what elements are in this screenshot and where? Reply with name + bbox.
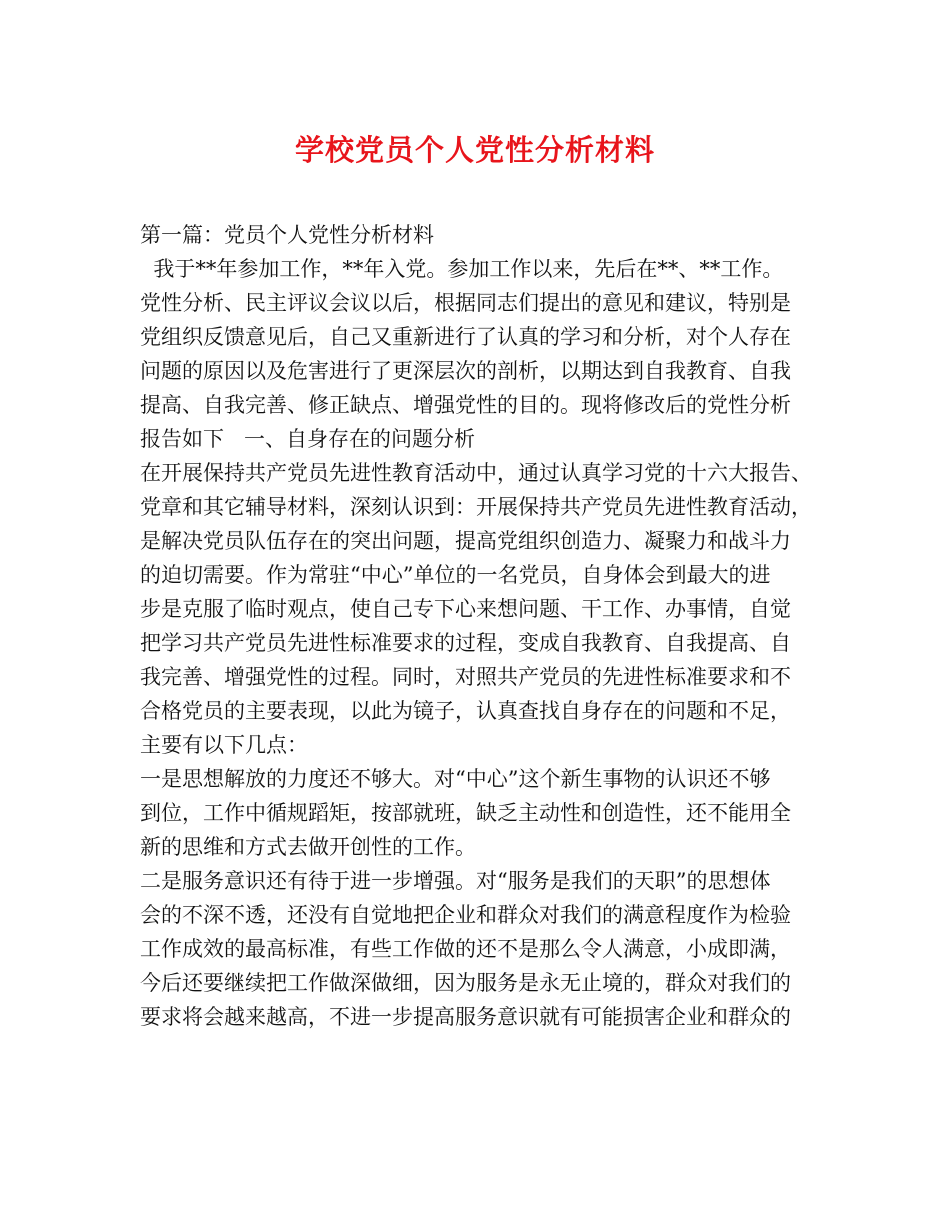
body-line: 步是克服了临时观点，使自己专下心来想问题、干工作、办事情，自觉 <box>140 597 791 621</box>
body-line: 主要有以下几点： <box>140 733 308 757</box>
body-line: 我完善、增强党性的过程。同时，对照共产党员的先进性标准要求和不 <box>140 665 791 689</box>
body-line: 今后还要继续把工作做深做细，因为服务是永无止境的，群众对我们的 <box>140 971 791 995</box>
body-line: 问题的原因以及危害进行了更深层次的剖析，以期达到自我教育、自我 <box>140 359 791 383</box>
body-line: 合格党员的主要表现，以此为镜子，认真查找自身存在的问题和不足， <box>140 699 791 723</box>
body-line: 党性分析、民主评议会议以后，根据同志们提出的意见和建议，特别是 <box>140 291 791 315</box>
body-line: 工作成效的最高标准，有些工作做的还不是那么令人满意，小成即满， <box>140 937 791 961</box>
document-title: 学校党员个人党性分析材料 <box>294 133 655 167</box>
body-line: 到位，工作中循规蹈矩，按部就班，缺乏主动性和创造性，还不能用全 <box>140 801 791 825</box>
body-line: 党章和其它辅导材料，深刻认识到：开展保持共产党员先进性教育活动， <box>140 495 812 519</box>
body-line: 一是思想解放的力度还不够大。对“中心”这个新生事物的认识还不够 <box>140 767 771 791</box>
body-line: 会的不深不透，还没有自觉地把企业和群众对我们的满意程度作为检验 <box>140 903 791 927</box>
body-line: 我于**年参加工作，**年入党。参加工作以来，先后在**、**工作。 <box>140 257 784 281</box>
body-line: 是解决党员队伍存在的突出问题，提高党组织创造力、凝聚力和战斗力 <box>140 529 791 553</box>
body-line: 在开展保持共产党员先进性教育活动中，通过认真学习党的十六大报告、 <box>140 461 812 485</box>
body-line: 提高、自我完善、修正缺点、增强党性的目的。现将修改后的党性分析 <box>140 393 791 417</box>
document-body <box>140 218 840 1034</box>
body-line: 要求将会越来越高，不进一步提高服务意识就有可能损害企业和群众的 <box>140 1005 791 1029</box>
body-line: 二是服务意识还有待于进一步增强。对“服务是我们的天职”的思想体 <box>140 869 771 893</box>
body-line: 的迫切需要。作为常驻“中心”单位的一名党员，自身体会到最大的进 <box>140 563 771 587</box>
body-line: 第一篇：党员个人党性分析材料 <box>140 223 434 247</box>
body-line: 把学习共产党员先进性标准要求的过程，变成自我教育、自我提高、自 <box>140 631 791 655</box>
body-line: 党组织反馈意见后，自己又重新进行了认真的学习和分析，对个人存在 <box>140 325 791 349</box>
body-line: 报告如下 一、自身存在的问题分析 <box>140 427 476 451</box>
body-line: 新的思维和方式去做开创性的工作。 <box>140 835 476 859</box>
